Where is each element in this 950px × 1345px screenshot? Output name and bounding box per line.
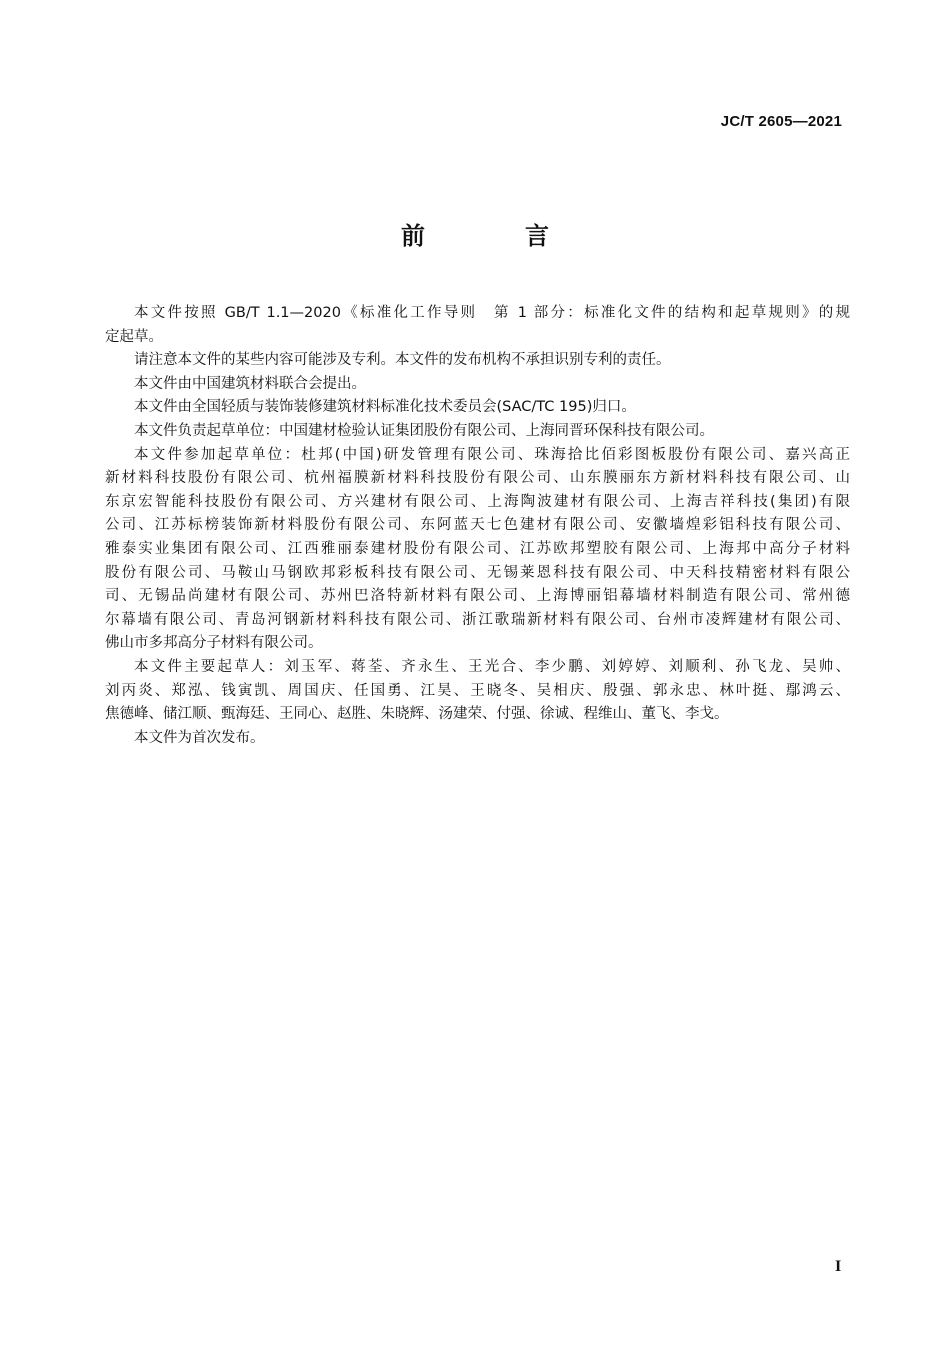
paragraph-line: 本文件由全国轻质与装饰装修建筑材料标准化技术委员会(SAC/TC 195)归口。 [134,399,636,416]
paragraph-drafting-rule [105,302,850,349]
paragraph-line: 定起草。 [105,328,163,345]
paragraph-line: 本文件主要起草人：刘玉军、蒋荃、齐永生、王光合、李少鹏、刘婷婷、刘顺利、孙飞龙、吴帅、 [134,658,850,675]
paragraph-line: 本文件按照 GB/T 1.1—2020《标准化工作导则 第 1 部分：标准化文件的结构和起草规则》的规 [134,305,850,321]
paragraph-first-release [105,727,850,751]
page-title: 前 言 [401,222,587,250]
paragraph-patent-notice [105,349,850,373]
paragraph-line: 本文件参加起草单位：杜邦(中国)研发管理有限公司、珠海拾比佰彩图板股份有限公司、嘉兴高正 [134,446,850,463]
paragraph-line: 公司、江苏标榜装饰新材料股份有限公司、东阿蓝天七色建材有限公司、安徽墙煌彩铝科技有限公司、 [105,517,850,534]
page-number: I [835,1258,842,1275]
standard-code: JC/T 2605—2021 [720,113,842,130]
paragraph-line: 股份有限公司、马鞍山马钢欧邦彩板科技有限公司、无锡莱恩科技有限公司、中天科技精密材料有限公 [105,564,850,581]
paragraph-line: 东京宏智能科技股份有限公司、方兴建材有限公司、上海陶波建材有限公司、上海吉祥科技(集团)有限 [105,493,850,510]
paragraph-line: 本文件负责起草单位：中国建材检验认证集团股份有限公司、上海同晋环保科技有限公司。 [134,422,714,439]
paragraph-line: 请注意本文件的某些内容可能涉及专利。本文件的发布机构不承担识别专利的责任。 [134,352,671,369]
paragraph-participating-drafting-units [105,444,850,656]
paragraph-line: 司、无锡品尚建材有限公司、苏州巴洛特新材料有限公司、上海博丽铝幕墙材料制造有限公司、常州德 [105,588,850,605]
paragraph-line: 雅泰实业集团有限公司、江西雅丽泰建材股份有限公司、江苏欧邦塑胶有限公司、上海邦中高分子材料 [105,540,850,557]
paragraph-line: 刘丙炎、郑泓、钱寅凯、周国庆、任国勇、江昊、王晓冬、吴相庆、殷强、郭永忠、林叶挺、鄢鸿云、 [105,682,850,699]
paragraph-lead-drafting-units [105,420,850,444]
paragraph-line: 本文件为首次发布。 [134,729,265,746]
paragraph-line: 佛山市多邦高分子材料有限公司。 [105,635,323,652]
paragraph-administrator [105,396,850,420]
paragraph-line: 新材料科技股份有限公司、杭州福膜新材料科技股份有限公司、山东膜丽东方新材料科技有限公司、山 [105,470,850,487]
paragraph-main-drafters [105,656,850,727]
foreword-body [105,302,850,750]
paragraph-line: 本文件由中国建筑材料联合会提出。 [134,375,366,392]
paragraph-line: 尔幕墙有限公司、青岛河钢新材料科技有限公司、浙江歌瑞新材料有限公司、台州市凌辉建材有限公司、 [105,611,850,628]
paragraph-proposer [105,373,850,397]
paragraph-line: 焦德峰、储江顺、甄海廷、王同心、赵胜、朱晓辉、汤建荣、付强、徐诚、程维山、董飞、李戈。 [105,706,729,723]
